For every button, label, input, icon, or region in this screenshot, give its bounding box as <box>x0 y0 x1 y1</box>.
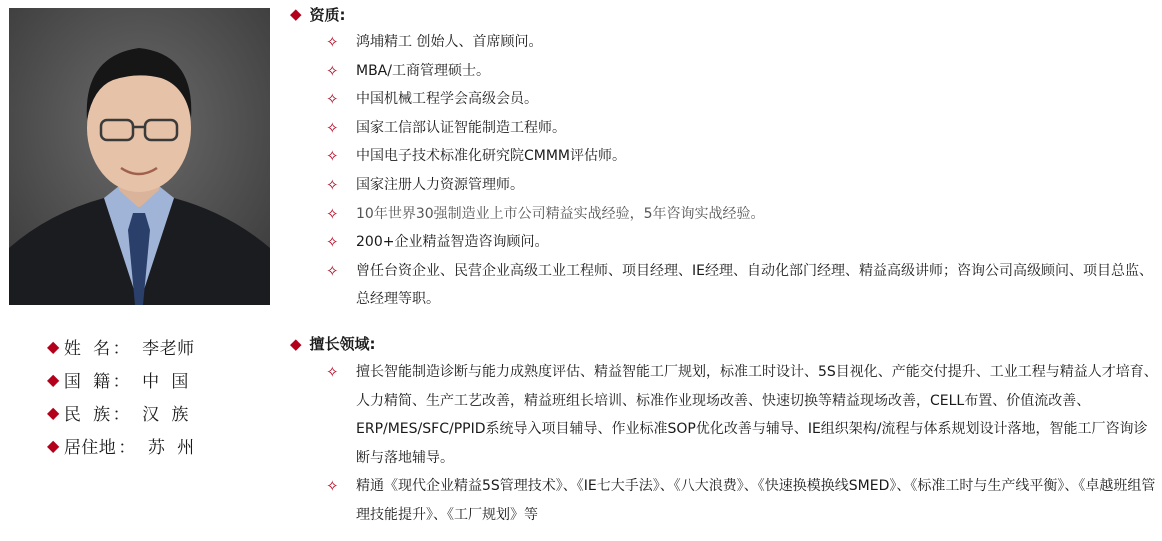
list-item-text: MBA/工商管理硕士。 <box>356 62 490 79</box>
list-item <box>290 114 1158 143</box>
list-item-text: 国家工信部认证智能制造工程师。 <box>356 119 566 136</box>
portrait-photo <box>9 8 270 305</box>
list-item <box>290 358 1158 472</box>
list-item-text: 鸿埔精工 创始人、首席顾问。 <box>356 34 543 50</box>
profile-row-ethnicity <box>47 396 195 429</box>
diamond-icon: ◆ <box>290 334 302 353</box>
qualifications-section <box>290 0 1158 314</box>
list-item <box>290 171 1158 200</box>
detail-column <box>290 0 1158 530</box>
four-point-star-icon: ✧ <box>326 362 339 381</box>
list-item <box>290 57 1158 86</box>
list-item-text: 10年世界30强制造业上市公司精益实战经验，5年咨询实战经验。 <box>356 205 765 222</box>
diamond-icon: ◆ <box>47 337 60 356</box>
profile-separator: ： <box>112 405 131 425</box>
profile-row-nationality <box>47 363 195 396</box>
four-point-star-icon: ✧ <box>326 175 339 194</box>
diamond-icon: ◆ <box>290 5 302 23</box>
list-item-text: 精通《现代企业精益5S管理技术》、《IE七大手法》、《八大浪费》、《快速换模换线SMED》、《标准工时与生产线平衡》、《卓越班组管理技能提升》、《工厂规划》等 <box>356 478 1156 523</box>
section-heading <box>290 330 1158 358</box>
portrait-illustration <box>9 8 270 305</box>
list-item <box>290 228 1158 257</box>
list-item-text: 中国机械工程学会高级会员。 <box>356 91 538 108</box>
profile-label: 姓 名 <box>63 339 111 359</box>
four-point-star-icon: ✧ <box>326 204 339 223</box>
diamond-icon: ◆ <box>47 436 60 455</box>
diamond-icon: ◆ <box>47 403 60 422</box>
profile-value: 李老师 <box>142 339 195 359</box>
four-point-star-icon: ✧ <box>326 477 339 496</box>
list-item <box>290 85 1158 114</box>
list-item-text: 200+企业精益智造咨询顾问。 <box>356 234 549 251</box>
four-point-star-icon: ✧ <box>326 33 339 51</box>
four-point-star-icon: ✧ <box>326 90 339 109</box>
profile-separator: ： <box>112 339 131 359</box>
diamond-icon: ◆ <box>47 370 60 389</box>
list-item <box>290 142 1158 171</box>
qualifications-title: 资质: <box>309 5 346 24</box>
list-item <box>290 472 1158 529</box>
profile-label: 国 籍 <box>63 372 111 392</box>
profile-label: 民 族 <box>63 405 111 425</box>
profile-label: 居住地 <box>63 438 117 458</box>
profile-value: 苏 州 <box>147 438 195 458</box>
expertise-list <box>290 358 1158 530</box>
list-item-text: 曾任台资企业、民营企业高级工业工程师、项目经理、IE经理、自动化部门经理、精益高级讲师；咨询公司高级顾问、项目总监、总经理等职。 <box>356 262 1153 308</box>
profile-value: 汉 族 <box>142 405 189 425</box>
four-point-star-icon: ✧ <box>326 147 339 166</box>
profile-info <box>47 330 195 462</box>
profile-row-residence <box>47 429 195 462</box>
section-heading <box>290 0 1158 28</box>
list-item <box>290 257 1158 314</box>
qualifications-list <box>290 28 1158 314</box>
list-item-text: 中国电子技术标准化研究院CMMM评估师。 <box>356 148 627 165</box>
four-point-star-icon: ✧ <box>326 261 339 280</box>
profile-separator: ： <box>112 372 131 392</box>
expertise-title: 擅长领域: <box>309 335 376 354</box>
four-point-star-icon: ✧ <box>326 61 339 80</box>
four-point-star-icon: ✧ <box>326 233 339 252</box>
expertise-section <box>290 330 1158 530</box>
four-point-star-icon: ✧ <box>326 118 339 137</box>
profile-row-name <box>47 330 195 363</box>
profile-value: 中 国 <box>142 372 189 392</box>
profile-separator: ： <box>118 438 136 458</box>
list-item-text: 国家注册人力资源管理师。 <box>356 176 524 193</box>
list-item-text: 擅长智能制造诊断与能力成熟度评估、精益智能工厂规划，标准工时设计、5S目视化、产能交付提升、工业工程与精益人才培育、人力精简、生产工艺改善，精益班组长培训、标准作业现场改善、快速切换等精益现场改善，CELL布置、价值流改善、ERP/MES/SFC/PPID系统导入项目辅导、作业标准SOP优化改善与辅导、IE组织架构/流程与体系规划设计落地，智能工厂咨询诊断与落地辅导。 <box>356 363 1158 466</box>
list-item <box>290 28 1158 57</box>
list-item <box>290 200 1158 229</box>
